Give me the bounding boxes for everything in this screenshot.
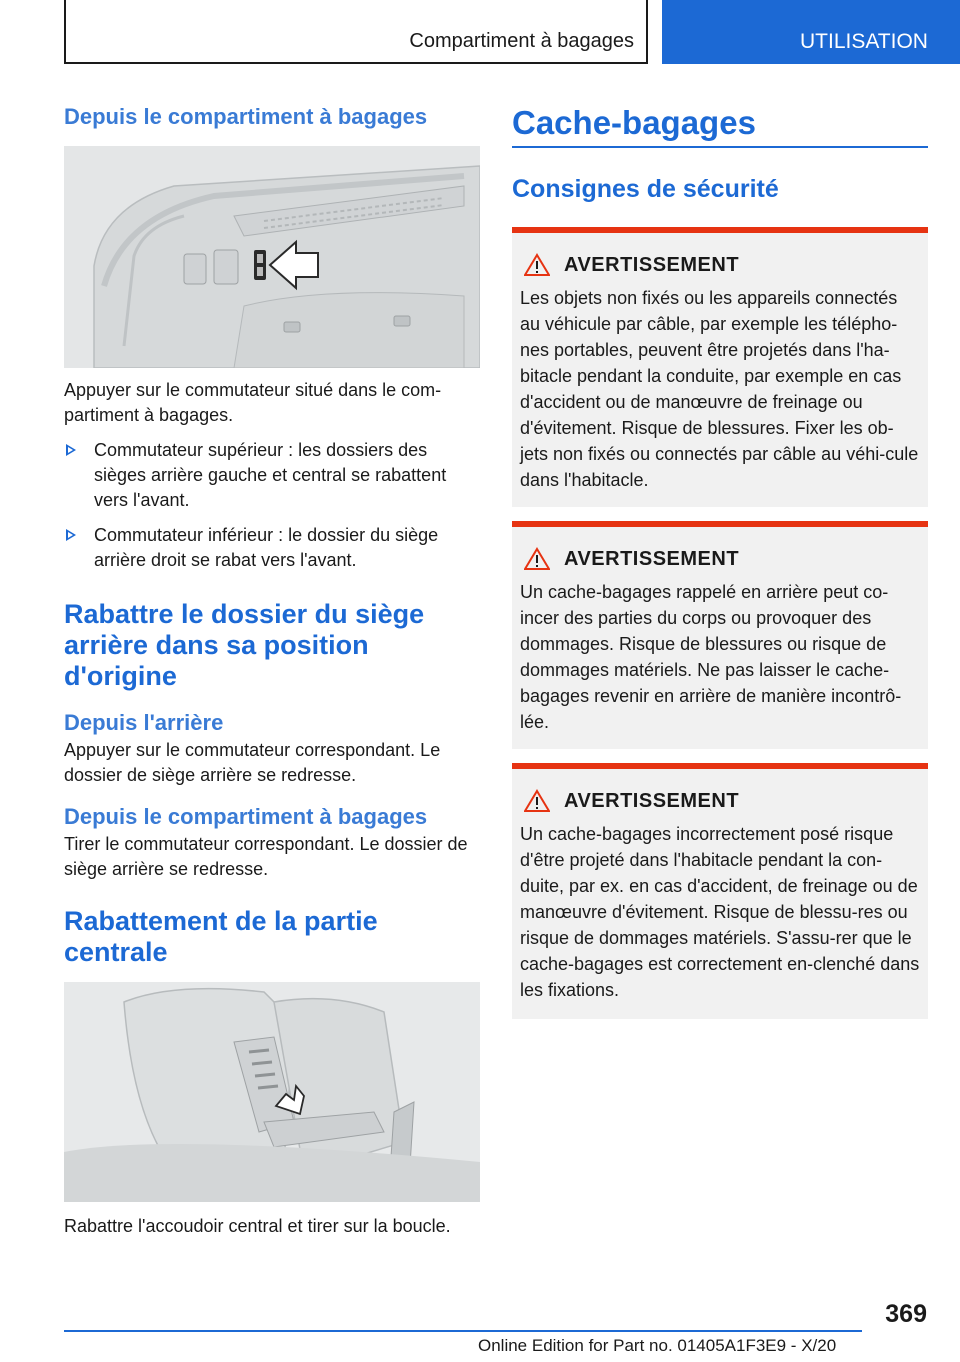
warning-header bbox=[520, 545, 920, 573]
left-column bbox=[64, 102, 480, 1239]
paragraph-accoudoir: Rabattre l'accoudoir central et tirer sur la boucle. bbox=[64, 1216, 451, 1236]
footer-edition: Online Edition for Part no. 01405A1F3E9 - X/20 bbox=[478, 1336, 837, 1355]
heading-cache-bagages: Cache-bagages bbox=[512, 102, 928, 148]
chapter-title: Compartiment à bagages bbox=[409, 30, 634, 52]
warning-title: AVERTISSEMENT bbox=[564, 253, 740, 276]
switch-bullet-list bbox=[64, 438, 480, 573]
warning-header bbox=[520, 787, 920, 815]
warning-text: Un cache-bagages incorrectement posé risque d'être projeté dans l'habitacle pendant la con-duite, par ex. en cas d'accident, de freinage ou de manœuvre d'évitement. Risque de blessu-res ou risque de dommages matériels. S'assu-rer que le cache-bagages est correctement en-clenché dans les fixations. bbox=[520, 824, 920, 1000]
warning-box bbox=[512, 763, 928, 1019]
bullet-triangle-icon bbox=[66, 444, 76, 456]
warning-box bbox=[512, 521, 928, 749]
warning-triangle-icon bbox=[524, 547, 550, 571]
paragraph-arriere: Appuyer sur le commutateur correspondant. Le dossier de siège arrière se redresse. bbox=[64, 740, 441, 785]
warning-header bbox=[520, 251, 920, 279]
warning-title: AVERTISSEMENT bbox=[564, 547, 740, 570]
heading-depuis-compartiment: Depuis le compartiment à bagages bbox=[64, 104, 428, 129]
warning-triangle-icon bbox=[524, 253, 550, 277]
section-tab-label: UTILISATION bbox=[800, 30, 928, 53]
page-number: 369 bbox=[885, 1300, 927, 1328]
warning-title: AVERTISSEMENT bbox=[564, 789, 740, 812]
armrest-illustration bbox=[64, 982, 480, 1202]
header-section-tab bbox=[662, 0, 960, 64]
right-column bbox=[512, 102, 928, 1019]
warning-text: Un cache-bagages rappelé en arrière peut co-incer des parties du corps ou provoquer des dommages. Risque de blessures ou risque de dommages matériels. Ne pas laisser le cache-bagages revenir en arrière de manière incontrô-lée. bbox=[520, 582, 902, 732]
bullet-item bbox=[64, 438, 480, 513]
paragraph-appuyer: Appuyer sur le commutateur situé dans le com-partiment à bagages. bbox=[64, 380, 442, 425]
warning-triangle-icon bbox=[524, 789, 550, 813]
bullet-text: Commutateur inférieur : le dossier du siège arrière droit se rabat vers l'avant. bbox=[94, 525, 439, 570]
heading-rabattre-dossier: Rabattre le dossier du siège arrière dans sa position d'origine bbox=[64, 599, 425, 691]
armrest-drawing bbox=[64, 982, 480, 1202]
heading-depuis-arriere: Depuis l'arrière bbox=[64, 710, 224, 735]
heading-consignes-securite: Consignes de sécurité bbox=[512, 175, 779, 203]
paragraph-tirer: Tirer le commutateur correspondant. Le dossier de siège arrière se redresse. bbox=[64, 834, 468, 879]
heading-rabattement: Rabattement de la partie centrale bbox=[64, 906, 378, 967]
footer-rule bbox=[64, 1330, 862, 1332]
header-chapter-box bbox=[64, 0, 648, 64]
bullet-text: Commutateur supérieur : les dossiers des sièges arrière gauche et central se rabattent vers l'avant. bbox=[94, 440, 447, 510]
bullet-item bbox=[64, 523, 480, 573]
trunk-switch-drawing bbox=[64, 146, 480, 368]
bullet-triangle-icon bbox=[66, 529, 76, 541]
warning-text: Les objets non fixés ou les appareils connectés au véhicule par câble, par exemple les télépho-nes portables, peuvent être projetés dans l'ha-bitacle pendant la conduite, par exemple en cas d'accident ou de manœuvre de freinage ou d'évitement. Risque de blessures. Fixer les ob-jets non fixés ou connectés par câble au véhi-cule dans l'habitacle. bbox=[520, 288, 919, 490]
trunk-switch-illustration bbox=[64, 146, 480, 368]
warning-box bbox=[512, 227, 928, 507]
heading-depuis-compartiment-2: Depuis le compartiment à bagages bbox=[64, 804, 428, 829]
